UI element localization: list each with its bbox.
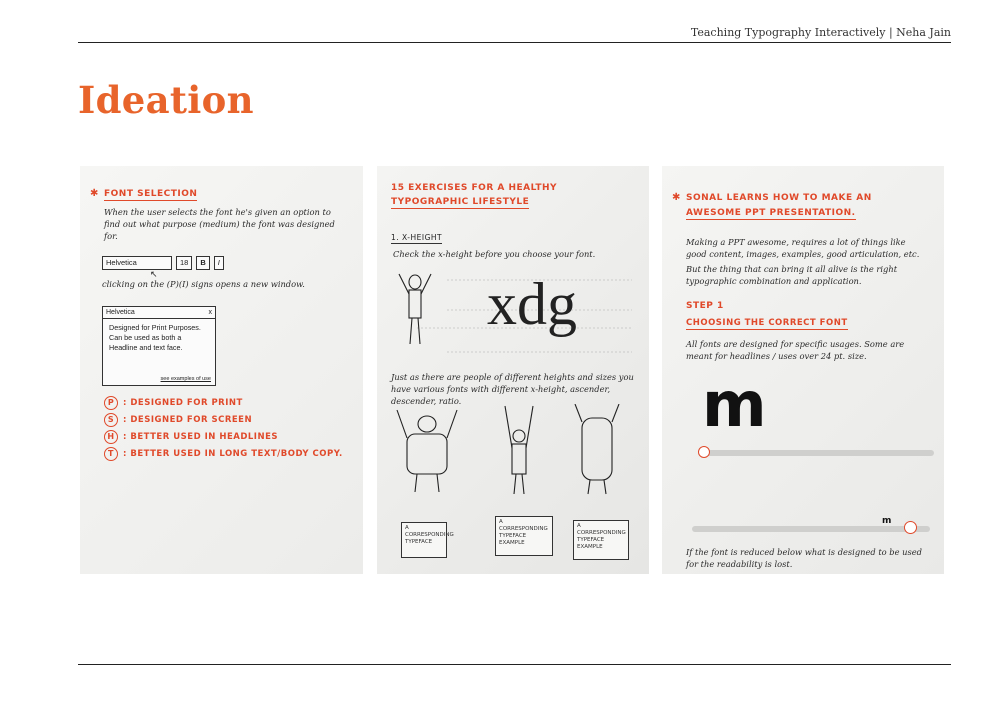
sheet1-heading: FONT SELECTION [104, 189, 198, 199]
bottom-rule [78, 664, 951, 665]
sheet3-subhead: CHOOSING THE CORRECT FONT [686, 318, 848, 328]
popup-examples-link: see examples of use [160, 376, 211, 382]
exercise-number: 1. X-HEIGHT [391, 233, 443, 242]
top-rule [78, 42, 951, 43]
sheet2-para: Just as there are people of different heights and sizes you have various fonts with different x-height, ascender, descender, ratio. [391, 372, 634, 406]
font-name-field: Helvetica [102, 256, 172, 270]
legend-item-body-copy [104, 447, 343, 461]
page-title: Ideation [78, 78, 254, 122]
h-circle-icon: H [104, 430, 118, 444]
tall-figure-icon [505, 406, 533, 494]
sheet3-para2: But the thing that can bring it all alive is the right typographic combination and application. [686, 264, 898, 286]
large-m-sample: m [702, 368, 767, 441]
small-m-sample: m [882, 516, 892, 526]
s-circle-icon: S [104, 413, 118, 427]
italic-button-sketch: I [214, 256, 224, 270]
sheet3-heading-line1: SONAL LEARNS HOW TO MAKE AN [686, 193, 872, 203]
sheet1-intro: When the user selects the font he's given an option to find out what purpose (medium) the font was designed for. [104, 207, 335, 241]
popup-body: Designed for Print Purposes. Can be used as both a Headline and text face. [109, 323, 201, 352]
sheet2-heading-line1: 15 EXERCISES FOR A HEALTHY [391, 183, 558, 193]
sheet3-heading-line2: AWESOME PPT PRESENTATION. [686, 208, 856, 218]
popup-title: Helvetica [106, 309, 135, 316]
font-size-field: 18 [176, 256, 192, 270]
sketch-sheet-font-selection [80, 166, 363, 574]
close-icon: x [208, 309, 212, 316]
xdg-sample: xdg [487, 271, 577, 337]
long-figure-icon [575, 404, 619, 494]
p-circle-icon: P [104, 396, 118, 410]
legend-text: : BETTER USED IN LONG TEXT/BODY COPY. [123, 449, 343, 459]
legend-item-screen [104, 413, 252, 427]
sheet2-exercise-label [391, 233, 442, 242]
sketch-sheet-ppt [662, 166, 944, 574]
size-slider-track-small [692, 526, 930, 532]
size-slider-track-large [698, 450, 934, 456]
legend-item-print [104, 396, 243, 410]
typeface-label-box: A CORRESPONDING TYPEFACE EXAMPLE [495, 516, 553, 556]
wide-figure-icon [397, 410, 457, 492]
legend-text: : DESIGNED FOR SCREEN [123, 415, 253, 425]
font-toolbar-sketch [102, 256, 224, 270]
typeface-label-box: A CORRESPONDING TYPEFACE EXAMPLE [573, 520, 629, 560]
sheet1-click-note: clicking on the (P)(I) signs opens a new window. [102, 279, 305, 289]
sheet2-instruction: Check the x-height before you choose your font. [393, 249, 596, 259]
typeface-label-box: A CORRESPONDING TYPEFACE [401, 522, 447, 558]
cursor-icon: ↖ [150, 270, 158, 280]
t-circle-icon: T [104, 447, 118, 461]
asterisk-icon: ✱ [90, 188, 99, 199]
font-info-popup-sketch [102, 306, 216, 386]
sheet3-step: STEP 1 [686, 301, 724, 311]
legend-text: : DESIGNED FOR PRINT [123, 398, 243, 408]
sheet2-heading-line2: TYPOGRAPHIC LIFESTYLE [391, 197, 530, 207]
stick-figure-icon [399, 274, 431, 344]
sheet3-footer: If the font is reduced below what is designed to be used for the readability is lost. [686, 547, 922, 569]
legend-item-headlines [104, 430, 278, 444]
document-header: Teaching Typography Interactively | Neha Jain [690, 26, 951, 39]
popup-title-bar [103, 307, 215, 319]
slider-handle-left-icon [698, 446, 710, 458]
figures-row [387, 404, 642, 524]
asterisk-icon: ✱ [672, 192, 681, 203]
bold-button-sketch: B [196, 256, 209, 270]
sheet3-para3: All fonts are designed for specific usages. Some are meant for headlines / uses over 24 pt. size. [686, 339, 905, 361]
sketch-sheet-exercises [377, 166, 649, 574]
sheet3-para1: Making a PPT awesome, requires a lot of things like good content, images, examples, good articulation, etc. [686, 237, 920, 259]
legend-text: : BETTER USED IN HEADLINES [123, 432, 279, 442]
slider-handle-right-icon [904, 521, 917, 534]
